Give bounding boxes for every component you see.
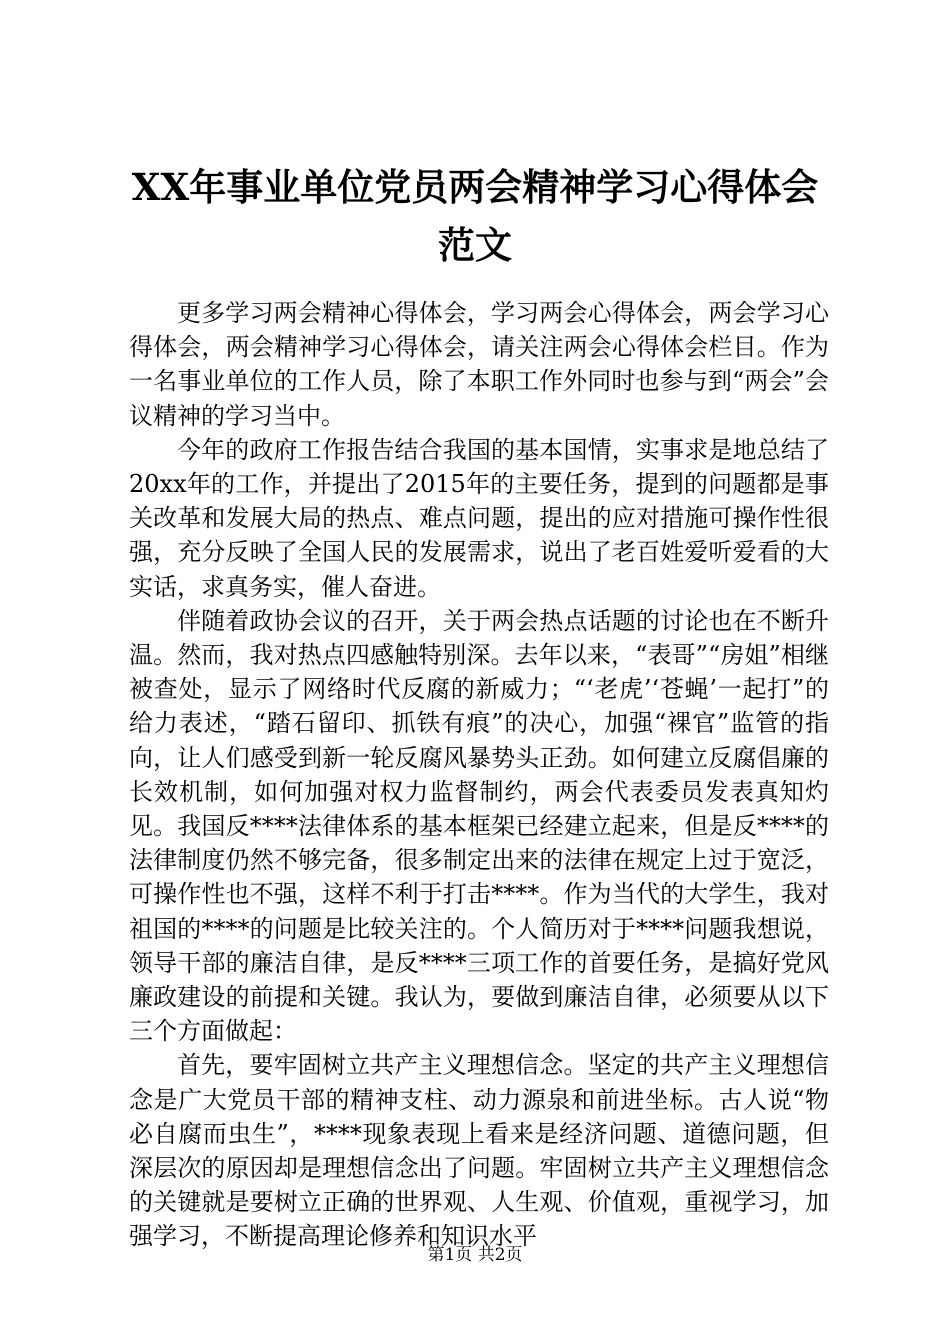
- page-footer: [0, 1244, 950, 1266]
- page-indicator: 第1页 共2页: [427, 1245, 523, 1265]
- document-body: [129, 296, 829, 1254]
- document-title: XX年事业单位党员两会精神学习心得体会范文: [131, 165, 819, 267]
- paragraph: 今年的政府工作报告结合我国的基本国情，实事求是地总结了20xx年的工作，并提出了2015年的主要任务，提到的问题都是事关改革和发展大局的热点、难点问题，提出的应对措施可操作性很强，充分反映了全国人民的发展需求，说出了老百姓爱听爱看的大实话，求真务实，催人奋进。: [129, 435, 829, 601]
- paragraph: 更多学习两会精神心得体会，学习两会心得体会，两会学习心得体会，两会精神学习心得体会，请关注两会心得体会栏目。作为一名事业单位的工作人员，除了本职工作外同时也参与到“两会”会议精神的学习当中。: [129, 299, 829, 430]
- paragraph: 伴随着政协会议的召开，关于两会热点话题的讨论也在不断升温。然而，我对热点四感触特别深。去年以来，“表哥”“房姐”相继被查处，显示了网络时代反腐的新威力；“‘老虎’‘苍蝇’一起打”的给力表述，“踏石留印、抓铁有痕”的决心，加强“裸官”监管的指向，让人们感受到新一轮反腐风暴势头正劲。如何建立反腐倡廉的长效机制，如何加强对权力监督制约，两会代表委员发表真知灼见。我国反****法律体系的基本框架已经建立起来，但是反****的法律制度仍然不够完备，很多制定出来的法律在规定上过于宽泛，可操作性也不强，这样不利于打击****。作为当代的大学生，我对祖国的****的问题是比较关注的。个人简历对于****问题我想说，领导干部的廉洁自律，是反****三项工作的首要任务，是搞好党风廉政建设的前提和关键。我认为，要做到廉洁自律，必须要从以下三个方面做起：: [129, 606, 829, 1046]
- paragraph: 首先，要牢固树立共产主义理想信念。坚定的共产主义理想信念是广大党员干部的精神支柱、动力源泉和前进坐标。古人说“物必自腐而虫生”，****现象表现上看来是经济问题、道德问题，但深层次的原因却是理想信念出了问题。牢固树立共产主义理想信念的关键就是要树立正确的世界观、人生观、价值观，重视学习，加强学习，不断提高理论修养和知识水平: [129, 1051, 829, 1251]
